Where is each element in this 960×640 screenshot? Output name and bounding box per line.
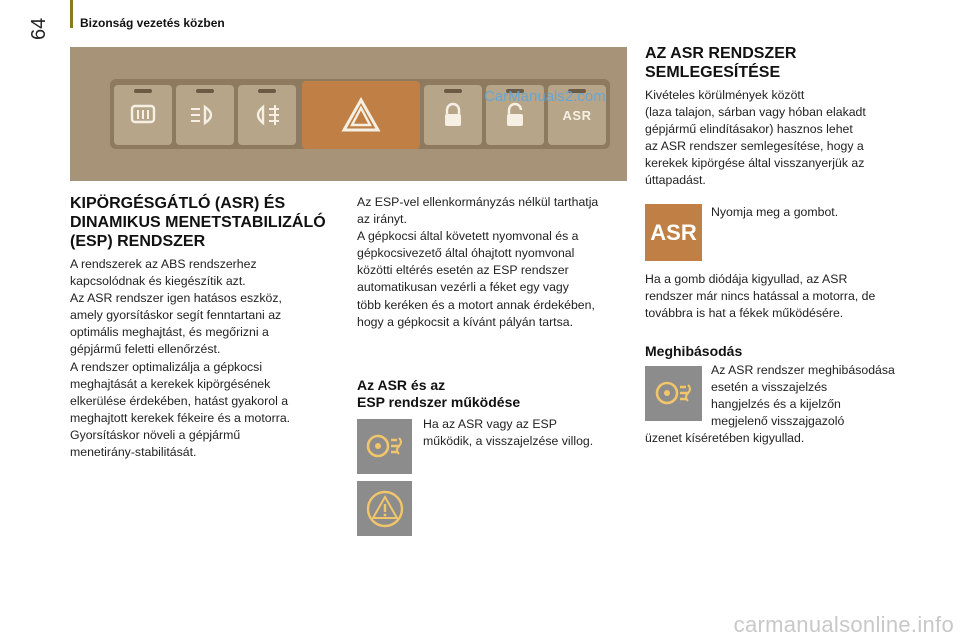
asr-button-icon xyxy=(645,204,702,261)
text-line: meghajtott kerekek fékeire és a motorra. xyxy=(70,410,291,425)
traction-skid-icon xyxy=(363,430,407,464)
text-line: elkerülése érdekében, hatást gyakorol a xyxy=(70,393,289,408)
text-line: Ha a gomb diódája kigyullad, az ASR xyxy=(645,272,848,286)
rear-defrost-button xyxy=(114,85,172,145)
hazard-icon xyxy=(341,97,381,133)
text-line: optimális meghajtást, és megőrizni a xyxy=(70,325,269,340)
fault-heading: Meghibásodás xyxy=(645,343,743,359)
fault-description xyxy=(711,362,931,430)
text-line: Az ESP-vel ellenkormányzás nélkül tarthatja xyxy=(357,195,599,209)
diode-paragraph xyxy=(645,271,935,322)
text-line: Gyorsításkor növeli a gépjármű xyxy=(70,427,241,442)
text-line: hogy a gépkocsit a kívánt pályán tartsa. xyxy=(357,314,574,329)
front-fog-button xyxy=(176,85,234,145)
text-line: amely gyorsításkor segít fenntartani az xyxy=(70,308,282,323)
main-heading-line: (ESP) RENDSZER xyxy=(70,233,206,250)
subheading-line: ESP rendszer működése xyxy=(357,394,521,410)
traction-warning-indicator xyxy=(357,419,412,474)
asr-icon-label: ASR xyxy=(650,219,697,245)
text-line: közötti eltérés esetén az ESP rendszer xyxy=(357,263,569,278)
rear-fog-button xyxy=(238,85,296,145)
fault-description-end: üzenet kíséretében kigyullad. xyxy=(645,431,805,445)
main-heading xyxy=(70,194,350,251)
footer-watermark: carmanualsonline.info xyxy=(733,612,954,637)
section-title: Bizonság vezetés közben xyxy=(80,16,225,30)
subheading-line: Az ASR és az xyxy=(357,377,446,393)
text-line: esetén a visszajelzés xyxy=(711,380,828,395)
text-line: meghajtását a kerekek kipörgésének xyxy=(70,376,271,391)
asr-disable-intro xyxy=(645,87,925,190)
asr-disable-heading xyxy=(645,44,905,82)
text-line: Az ASR rendszer meghibásodása xyxy=(711,363,895,377)
text-line: kerekek kipörgése által visszanyerjük az xyxy=(645,156,865,171)
rear-fog-icon xyxy=(251,103,283,127)
text-line: több keréken és a motort annak érdekében, xyxy=(357,297,595,312)
header-accent-bar xyxy=(70,0,73,28)
heading-line: SEMLEGESÍTÉSE xyxy=(645,64,781,81)
text-line: menetirány-stabilitását. xyxy=(70,445,197,460)
text-line: automatikusan vezérli a féket egy vagy xyxy=(357,280,569,295)
text-line: hangjelzés és a kijelzőn xyxy=(711,397,841,412)
lock-button xyxy=(424,85,482,145)
text-line: gépkocsivezető által óhajtott nyomvonal xyxy=(357,246,575,261)
rear-defrost-icon xyxy=(128,102,158,128)
esp-paragraph xyxy=(357,194,637,331)
text-line: az irányt. xyxy=(357,212,407,227)
text-line: gépjármű elindításakor) hasznos lehet xyxy=(645,122,853,137)
text-line: A rendszer optimalizálja a gépkocsi xyxy=(70,359,263,374)
intro-paragraph xyxy=(70,256,350,461)
text-line: A gépkocsi által követett nyomvonal és a xyxy=(357,229,579,244)
text-line: megjelenő visszajgazoló xyxy=(711,414,845,429)
text-line: az ASR rendszer semlegesítése, hogy a xyxy=(645,139,864,154)
text-line: (laza talajon, sárban vagy hóban elakadt xyxy=(645,105,866,120)
lock-icon xyxy=(442,102,464,128)
panel-watermark: CarManuals2.com xyxy=(484,88,606,105)
text-line: úttapadást. xyxy=(645,173,706,188)
warning-circle-icon xyxy=(364,488,406,530)
text-line: gépjármű feletti ellenőrzést. xyxy=(70,342,221,357)
text-line: működik, a visszajelzése villog. xyxy=(423,434,594,449)
asr-button-label: ASR xyxy=(562,107,592,123)
main-heading-line: DINAMIKUS MENETSTABILIZÁLÓ xyxy=(70,214,326,231)
warning-indicator xyxy=(357,481,412,536)
text-line: A rendszerek az ABS rendszerhez xyxy=(70,257,257,271)
unlock-icon xyxy=(504,102,526,128)
heading-line: AZ ASR RENDSZER xyxy=(645,45,797,62)
page-number: 64 xyxy=(28,17,50,40)
main-heading-line: KIPÖRGÉSGÁTLÓ (ASR) ÉS xyxy=(70,195,286,212)
indicator-description xyxy=(423,416,623,450)
operation-subheading xyxy=(357,377,617,411)
press-instruction: Nyomja meg a gombot. xyxy=(711,205,839,219)
text-line: rendszer már nincs hatással a motorra, de xyxy=(645,289,876,304)
text-line: kapcsolódnak és kiegészítik azt. xyxy=(70,274,246,289)
text-line: Ha az ASR vagy az ESP xyxy=(423,417,557,431)
text-line: Az ASR rendszer igen hatásos eszköz, xyxy=(70,291,282,306)
hazard-button xyxy=(302,81,420,149)
front-fog-icon xyxy=(189,103,221,127)
switch-panel-photo xyxy=(70,47,627,181)
fault-indicator xyxy=(645,366,702,421)
text-line: Kivételes körülmények között xyxy=(645,88,805,102)
traction-skid-icon xyxy=(652,377,696,411)
text-line: továbbra is hat a fékek működésére. xyxy=(645,306,844,321)
